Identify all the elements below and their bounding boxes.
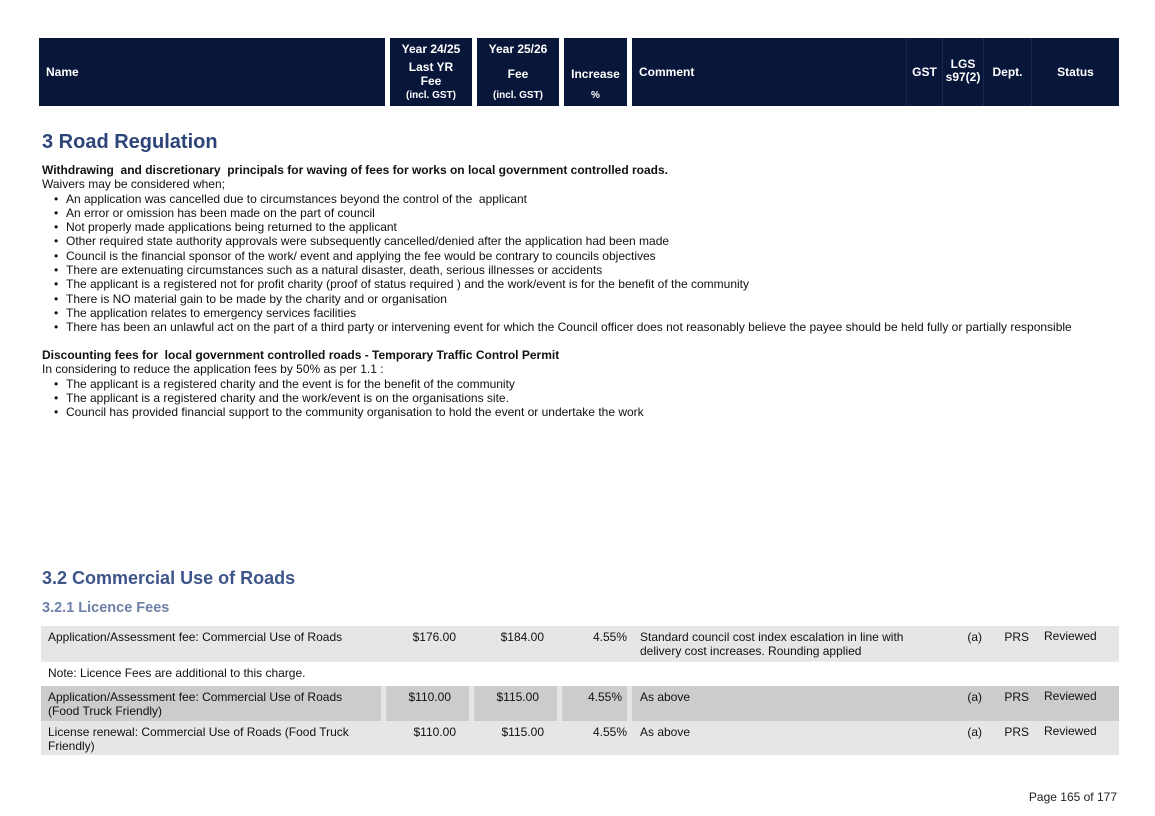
- last-year-fee: $110.00: [413, 725, 456, 739]
- department: PRS: [1004, 725, 1029, 739]
- current-fee: $115.00: [501, 725, 544, 739]
- subsection-title: 3.2 Commercial Use of Roads: [42, 568, 296, 588]
- gst-code: (a): [967, 630, 982, 644]
- table-row: [41, 626, 1119, 661]
- fee-name: License renewal: Commercial Use of Roads (Food Truck Friendly): [48, 725, 349, 753]
- increase-pct: 4.55%: [562, 686, 632, 721]
- waiver-principles: [42, 163, 1072, 335]
- waiver-list: [42, 192, 1072, 335]
- header-right-group: [632, 38, 1119, 106]
- header-this-year-gst-note: (incl. GST): [493, 90, 543, 101]
- gst-code: (a): [967, 690, 982, 704]
- discount-principles: [42, 348, 644, 419]
- last-year-fee: $176.00: [412, 630, 456, 644]
- gst-code: (a): [967, 725, 982, 739]
- header-this-year-fee-label: Fee: [507, 67, 529, 81]
- list-item: • There is NO material gain to be made by the charity and or organisation: [54, 292, 1072, 306]
- header-gst-label: GST: [907, 38, 943, 106]
- list-item: • The applicant is a registered charity and the event is for the benefit of the community: [54, 377, 644, 391]
- status-text: Reviewed: [1044, 689, 1097, 703]
- comment: As above: [640, 690, 691, 704]
- discount-list: [42, 377, 644, 420]
- header-lgs-line1: LGS: [950, 57, 976, 71]
- current-fee: $184.00: [500, 630, 544, 644]
- status-text: Reviewed: [1044, 724, 1097, 738]
- list-item: • Other required state authority approvals were subsequently cancelled/denied after the application had been made: [54, 234, 1072, 248]
- section-title: 3 Road Regulation: [42, 131, 218, 153]
- department: PRS: [1004, 630, 1029, 644]
- waiver-heading: Withdrawing and discretionary principals for waving of fees for works on local government controlled roads.: [42, 163, 668, 177]
- header-lgs-label: [943, 38, 984, 106]
- current-fee: $115.00: [474, 686, 562, 721]
- list-item: • Council has provided financial support to the community organisation to hold the event or undertake the work: [54, 405, 644, 419]
- last-year-fee: $110.00: [386, 686, 474, 721]
- header-lgs-line2: s97(2): [945, 70, 981, 84]
- subsection-subtitle: 3.2.1 Licence Fees: [42, 600, 170, 616]
- discount-heading: Discounting fees for local government controlled roads - Temporary Traffic Control Permit: [42, 348, 560, 362]
- header-name-label: Name: [46, 65, 79, 79]
- list-item: • Not properly made applications being returned to the applicant: [54, 220, 1072, 234]
- header-last-year-gst-note: (incl. GST): [406, 90, 456, 101]
- header-increase-label: Increase: [571, 67, 620, 81]
- page-number: Page 165 of 177: [1028, 790, 1117, 804]
- fee-name: Application/Assessment fee: Commercial Use of Roads (Food Truck Friendly): [41, 686, 386, 721]
- fee-table-header: [39, 38, 1119, 106]
- waiver-intro: Waivers may be considered when;: [42, 177, 225, 192]
- header-name-column: [39, 38, 385, 106]
- header-comment-label: Comment: [632, 38, 907, 106]
- fee-name: Application/Assessment fee: Commercial Use of Roads: [48, 630, 343, 644]
- header-status-label: Status: [1057, 65, 1094, 79]
- header-increase-pct: %: [591, 90, 600, 101]
- table-row: [41, 686, 1119, 721]
- header-this-year-label: Year 25/26: [488, 42, 548, 56]
- licence-fee-note: Note: Licence Fees are additional to this charge.: [48, 666, 306, 680]
- list-item: • There are extenuating circumstances such as a natural disaster, death, serious illnesses or accidents: [54, 263, 1072, 277]
- header-last-year-fee-label: Last YR Fee: [408, 60, 454, 88]
- table-row: [41, 721, 1119, 755]
- comment: Standard council cost index escalation in line with delivery cost increases. Rounding applied: [640, 630, 904, 658]
- header-last-year-label: Year 24/25: [401, 42, 461, 56]
- list-item: • An error or omission has been made on the part of council: [54, 206, 1072, 220]
- list-item: • Council is the financial sponsor of the work/ event and applying the fee would be contrary to councils objectives: [54, 249, 1072, 263]
- discount-intro: In considering to reduce the application fees by 50% as per 1.1 :: [42, 362, 384, 377]
- list-item: • The applicant is a registered charity and the work/event is on the organisations site.: [54, 391, 644, 405]
- header-dept-label: Dept.: [984, 38, 1032, 106]
- increase-pct: 4.55%: [592, 725, 627, 739]
- department: PRS: [1004, 690, 1029, 704]
- list-item: • The application relates to emergency services facilities: [54, 306, 1072, 320]
- status-text: Reviewed: [1044, 629, 1097, 643]
- licence-fees-table: [41, 626, 1119, 755]
- list-item: • The applicant is a registered not for profit charity (proof of status required ) and the work/event is for the benefit of the community: [54, 277, 1072, 291]
- increase-pct: 4.55%: [592, 630, 627, 644]
- comment: As above: [640, 725, 691, 739]
- header-this-year-column: [477, 38, 559, 106]
- header-increase-column: [564, 38, 627, 106]
- list-item: • An application was cancelled due to circumstances beyond the control of the applicant: [54, 192, 1072, 206]
- header-last-year-column: [390, 38, 472, 106]
- list-item: • There has been an unlawful act on the part of a third party or intervening event for which the Council officer does not reasonably believe the payee should be held fully or partially responsible: [54, 320, 1072, 334]
- table-note-row: [41, 661, 1119, 684]
